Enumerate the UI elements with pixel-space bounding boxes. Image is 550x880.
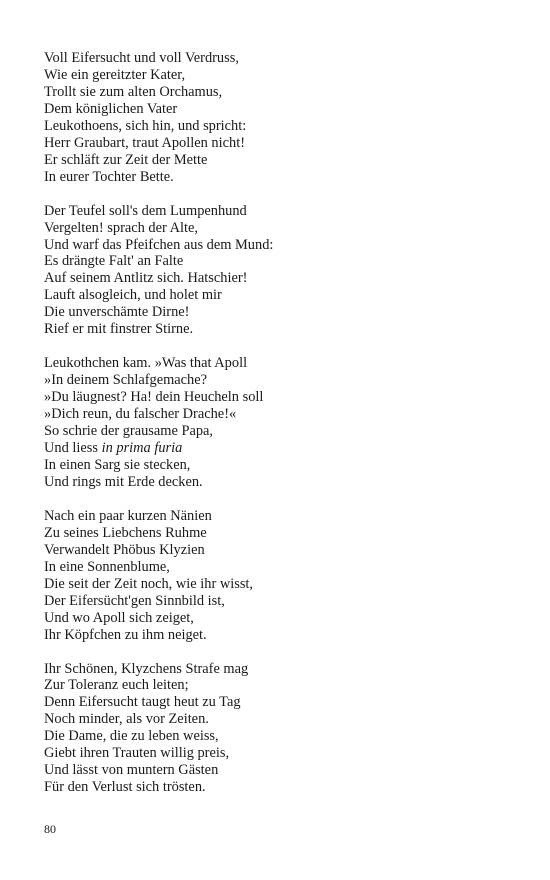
poem-line: Nach ein paar kurzen Nänien xyxy=(44,507,212,524)
poem-line: Die seit der Zeit noch, wie ihr wisst, xyxy=(44,575,254,592)
poem-line: Leukothchen kam. »Was that Apoll xyxy=(44,355,248,372)
poem-line: Wie ein gereitzter Kater, xyxy=(44,66,186,83)
poem-line: Dem königlichen Vater xyxy=(44,100,178,117)
poem-line: »Du läugnest? Ha! dein Heucheln soll xyxy=(44,389,264,406)
poem-line: Leukothoens, sich hin, und spricht: xyxy=(44,117,247,134)
stanza-2 xyxy=(44,203,524,339)
poem-line: Auf seinem Antlitz sich. Hatschier! xyxy=(44,270,248,287)
poem-line: Die Dame, die zu leben weiss, xyxy=(44,728,219,745)
poem-page xyxy=(44,50,524,813)
poem-line: Und warf das Pfeifchen aus dem Mund: xyxy=(44,236,274,253)
page-number: 80 xyxy=(44,822,56,836)
poem-line: Rief er mit finstrer Stirne. xyxy=(44,321,194,338)
poem-line: Und wo Apoll sich zeiget, xyxy=(44,609,194,626)
poem-line: Giebt ihren Trauten willig preis, xyxy=(44,745,230,762)
poem-line: Voll Eifersucht und voll Verdruss, xyxy=(44,50,239,66)
poem-line: Ihr Schönen, Klyzchens Strafe mag xyxy=(44,660,249,677)
poem-line: Vergelten! sprach der Alte, xyxy=(44,219,198,236)
stanza-1 xyxy=(44,50,524,186)
poem-line: Der Eifersücht'gen Sinnbild ist, xyxy=(44,592,225,609)
poem-line: Trollt sie zum alten Orchamus, xyxy=(44,83,223,100)
poem-line: Für den Verlust sich trösten. xyxy=(44,779,206,796)
poem-line: Er schläft zur Zeit der Mette xyxy=(44,151,208,168)
poem-line: Zur Toleranz euch leiten; xyxy=(44,677,189,694)
poem-line: In eine Sonnenblume, xyxy=(44,558,170,575)
poem-line: Herr Graubart, traut Apollen nicht! xyxy=(44,134,245,151)
poem-line: Noch minder, als vor Zeiten. xyxy=(44,711,209,728)
poem-line-italic: in prima furia xyxy=(101,440,183,457)
poem-line: Lauft alsogleich, und holet mir xyxy=(44,287,222,304)
poem-line: Der Teufel soll's dem Lumpenhund xyxy=(44,202,247,219)
poem-line: Und lässt von muntern Gästen xyxy=(44,762,219,779)
poem-line xyxy=(44,440,524,457)
poem-line: Und rings mit Erde decken. xyxy=(44,473,203,490)
stanza-3 xyxy=(44,355,524,491)
poem-line: In einen Sarg sie stecken, xyxy=(44,456,191,473)
stanza-4 xyxy=(44,508,524,644)
poem-line: Ihr Köpfchen zu ihm neiget. xyxy=(44,626,207,643)
poem-line: So schrie der grausame Papa, xyxy=(44,423,214,440)
poem-line: In eurer Tochter Bette. xyxy=(44,168,174,185)
poem-line: »Dich reun, du falscher Drache!« xyxy=(44,406,237,423)
poem-line: »In deinem Schlafgemache? xyxy=(44,372,208,389)
poem-line: Verwandelt Phöbus Klyzien xyxy=(44,541,205,558)
poem-line: Es drängte Falt' an Falte xyxy=(44,253,184,270)
poem-line: Denn Eifersucht taugt heut zu Tag xyxy=(44,694,241,711)
poem-line: Zu seines Liebchens Ruhme xyxy=(44,524,207,541)
poem-line: Die unverschämte Dirne! xyxy=(44,304,190,321)
poem-line-text: Und liess xyxy=(44,440,102,457)
stanza-5 xyxy=(44,661,524,797)
